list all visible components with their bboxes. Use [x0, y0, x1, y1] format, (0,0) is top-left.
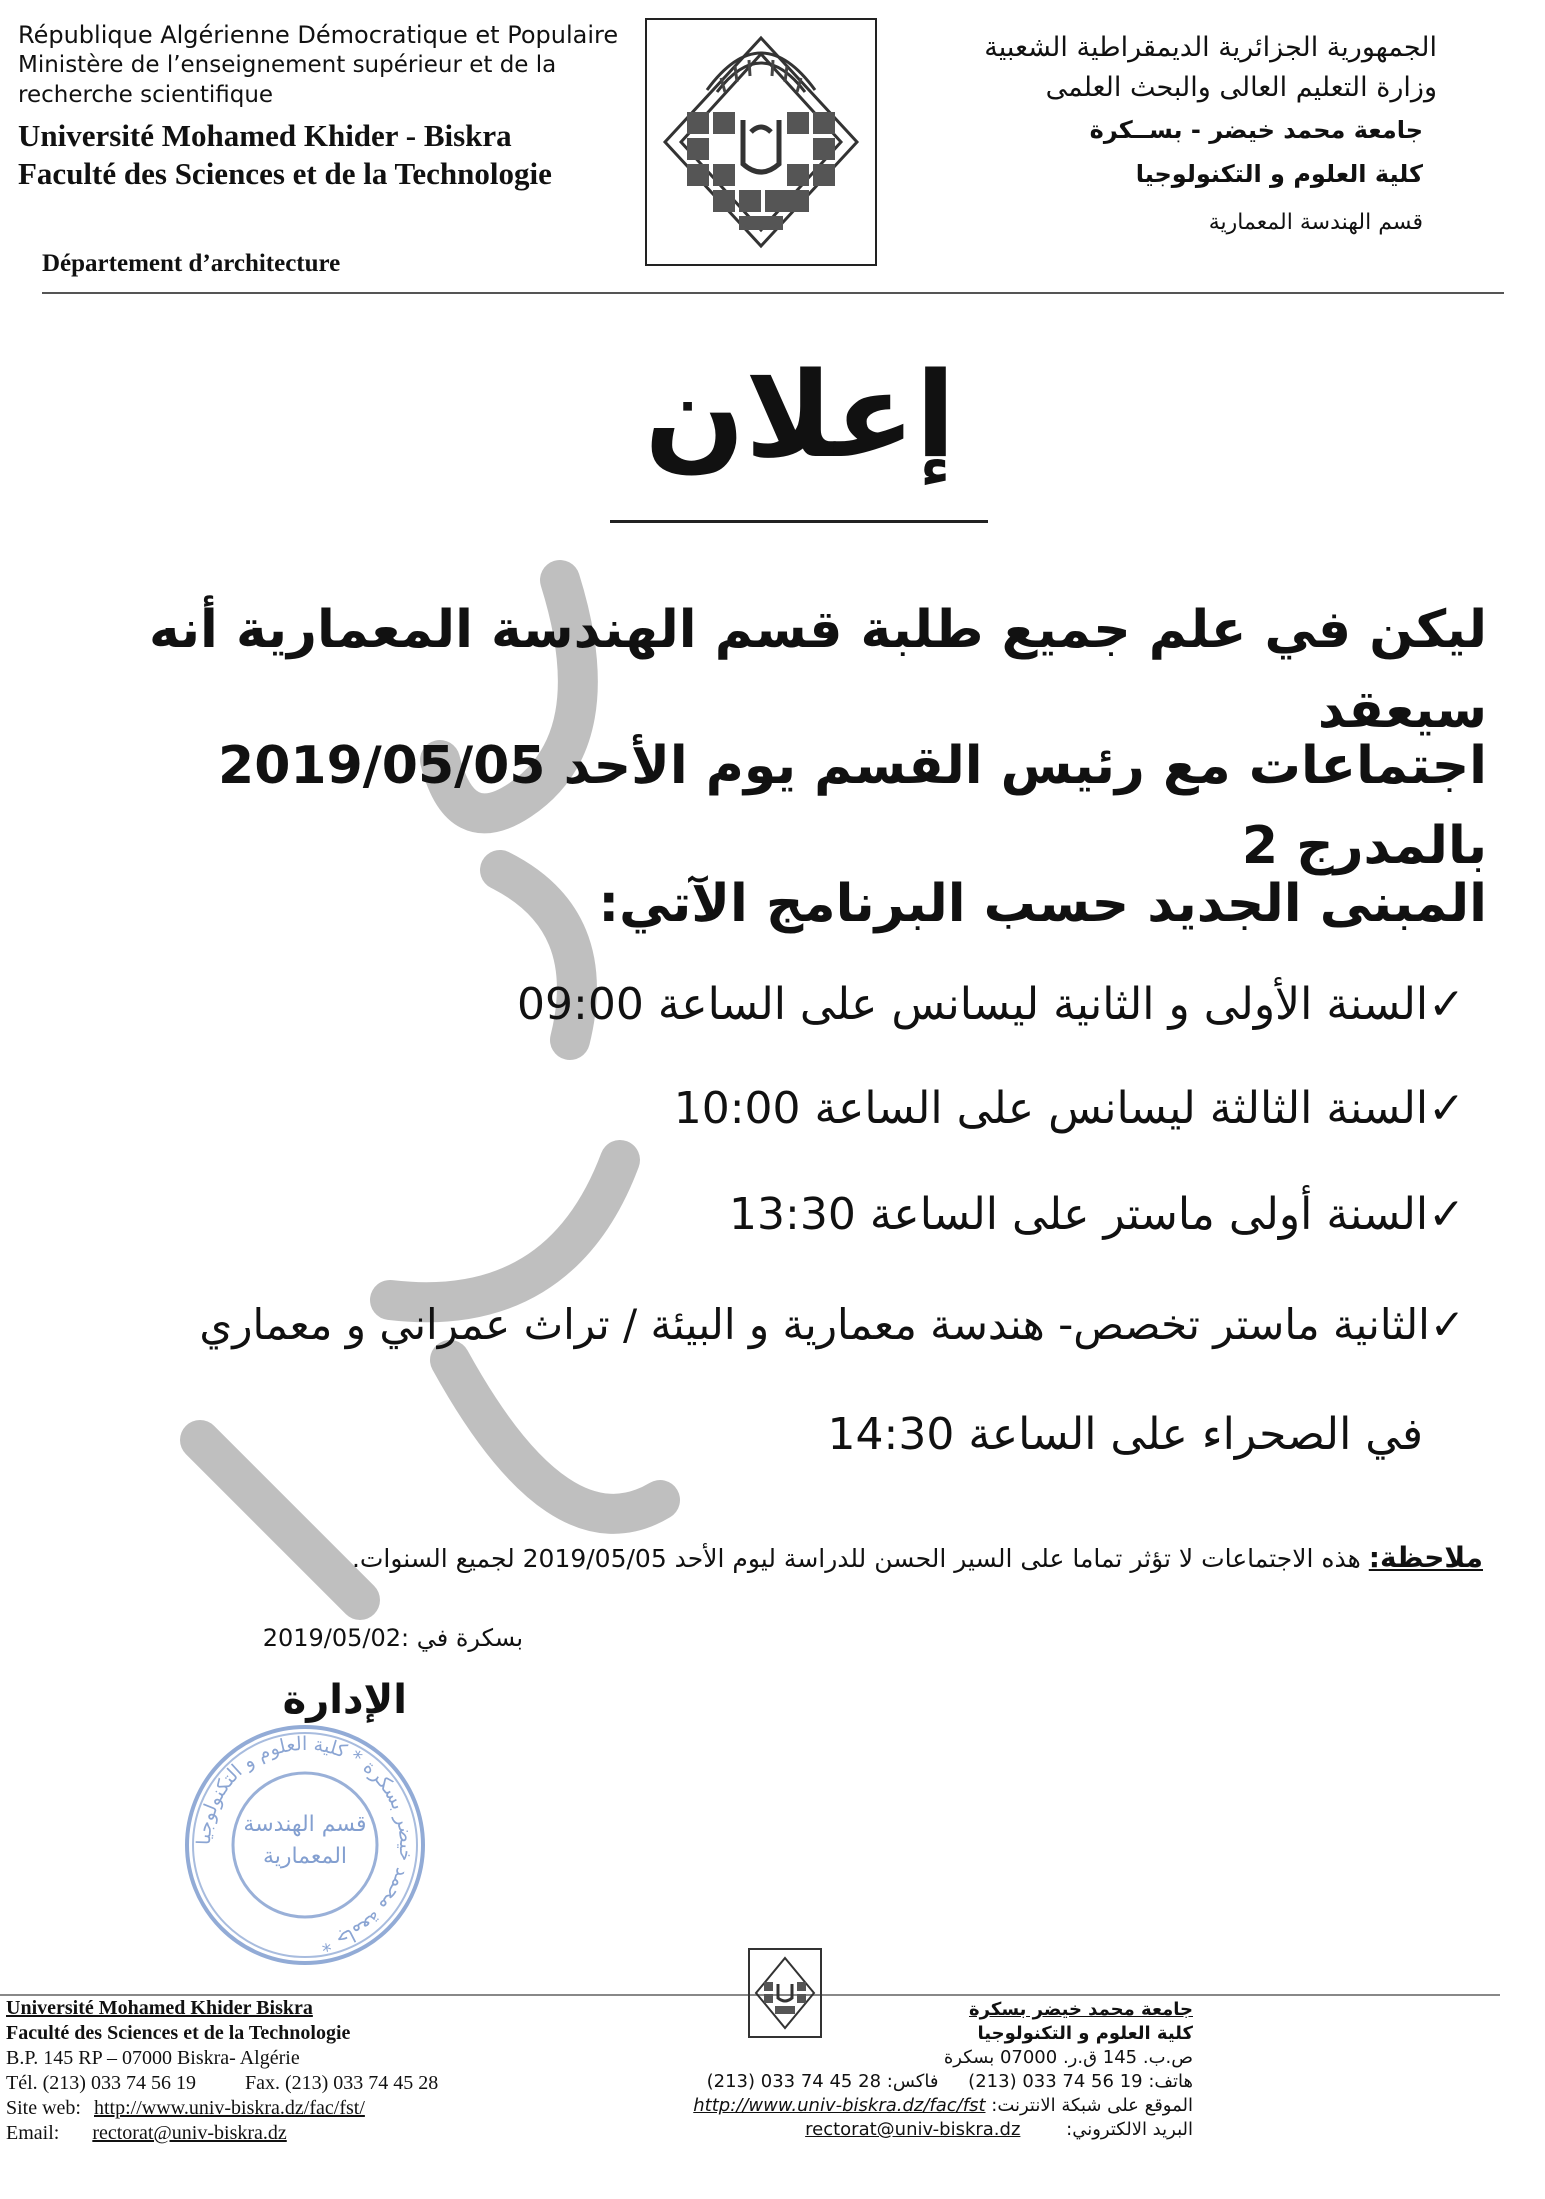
- footer-fr-web-link[interactable]: http://www.univ-biskra.dz/fac/fst/: [94, 2097, 365, 2119]
- header-fr-block: [18, 20, 638, 110]
- footer-fr-phone-row: [6, 2071, 566, 2096]
- check-icon: ✓: [1429, 1300, 1465, 1349]
- footer-fr-email-label: Email:: [6, 2122, 60, 2144]
- header-ar-ministry: وزارة التعليم العالى والبحث العلمى: [1045, 72, 1437, 103]
- footer-ar-email-link[interactable]: rectorat@univ-biskra.dz: [805, 2119, 1021, 2140]
- schedule-item-text: السنة أولى ماستر على الساعة 13:30: [729, 1189, 1429, 1240]
- schedule-item-text: الثانية ماستر تخصص- هندسة معمارية و البيئة / تراث عمراني و معماري: [199, 1300, 1430, 1349]
- announcement-title: [600, 340, 1000, 490]
- header-fr-research: recherche scientifique: [18, 82, 274, 108]
- stamp-center-line-1: قسم الهندسة: [243, 1812, 367, 1837]
- schedule-item-text: السنة الثالثة ليسانس على الساعة 10:00: [673, 1083, 1429, 1134]
- header-ar-republic: الجمهورية الجزائرية الديمقراطية الشعبية: [984, 32, 1437, 63]
- header-divider: [42, 292, 1504, 294]
- note: [23, 1538, 1483, 1579]
- footer-ar-address: ص.ب. 145 ق.ر. 07000 بسكرة: [943, 2047, 1193, 2068]
- footer-fr-address: B.P. 145 RP – 07000 Biskra- Algérie: [6, 2047, 300, 2069]
- footer-ar-email-row: [633, 2118, 1193, 2142]
- place-date: بسكرة في :2019/05/02: [262, 1624, 523, 1652]
- header-ar-university: جامعة محمد خيضر - بســكرة: [1089, 116, 1423, 144]
- header-ar-department: قسم الهندسة المعمارية: [1208, 210, 1423, 235]
- header-fr-republic: République Algérienne Démocratique et Populaire: [18, 21, 619, 49]
- schedule-item-4-continued: في الصحراء على الساعة 14:30: [827, 1409, 1423, 1460]
- footer-ar-phone-row: [633, 2070, 1193, 2094]
- footer-ar-fax: فاكس: 28 45 74 033 (213): [706, 2071, 939, 2092]
- university-logo-icon: [647, 20, 875, 264]
- footer-ar-email-label: البريد الالكتروني:: [1066, 2119, 1193, 2140]
- signature-administration: الإدارة: [282, 1677, 407, 1723]
- schedule-item-text: السنة الأولى و الثانية ليسانس على الساعة 09:00: [517, 979, 1429, 1030]
- note-label: ملاحظة:: [1368, 1541, 1483, 1574]
- schedule-item-2: [65, 1074, 1465, 1144]
- header-ar-faculty: كلية العلوم و التكنولوجيا: [1135, 160, 1423, 188]
- announcement-title-text: إعلان: [644, 346, 956, 484]
- footer-fr-email-link[interactable]: rectorat@univ-biskra.dz: [92, 2122, 287, 2144]
- footer-fr-fax: Fax. (213) 033 74 45 28: [244, 2072, 439, 2094]
- svg-text:جامعة محمد خيضر بسكرة * كلية ا: جامعة محمد خيضر بسكرة * كلية العلوم و التكنولوجيا *: [192, 1732, 418, 1956]
- footer-fr-email-row: [6, 2121, 566, 2146]
- schedule-item-1: [65, 970, 1465, 1040]
- stamp-center-line-2: المعمارية: [262, 1844, 348, 1869]
- note-text: هذه الاجتماعات لا تؤثر تماما على السير الحسن للدراسة ليوم الأحد 2019/05/05 لجميع السنوات.: [351, 1544, 1361, 1573]
- footer-ar-block: [633, 1998, 1193, 2142]
- check-icon: ✓: [1428, 1083, 1465, 1134]
- body-line-1: ليكن في علم جميع طلبة قسم الهندسة المعمارية أنه سيعقد: [148, 600, 1487, 740]
- check-icon: ✓: [1428, 1189, 1465, 1240]
- footer-ar-tel: هاتف: 19 56 74 033 (213): [968, 2071, 1193, 2092]
- footer-fr-web-label: Site web:: [6, 2097, 81, 2119]
- body-line-3: المبنى الجديد حسب البرنامج الآتي:: [598, 874, 1487, 934]
- header-fr-department: Département d’architecture: [42, 250, 341, 277]
- university-logo: [645, 18, 877, 266]
- footer-fr-tel: Tél. (213) 033 74 56 19: [6, 2072, 196, 2094]
- footer-ar-university: جامعة محمد خيضر بسكرة: [969, 1999, 1193, 2020]
- footer-ar-web-link[interactable]: http://www.univ-biskra.dz/fac/fst: [693, 2095, 986, 2116]
- body-line-2: اجتماعات مع رئيس القسم يوم الأحد 2019/05/05 بالمدرج 2: [218, 736, 1487, 876]
- official-stamp: [180, 1720, 430, 1970]
- title-underline: [610, 520, 988, 523]
- footer-ar-faculty: كلية العلوم و التكنولوجيا: [977, 2023, 1193, 2044]
- footer-fr-faculty: Faculté des Sciences et de la Technologie: [6, 2022, 351, 2044]
- footer-fr-web-row: [6, 2096, 566, 2121]
- footer-fr-university: Université Mohamed Khider Biskra: [6, 1997, 313, 2019]
- footer-ar-web-row: [633, 2094, 1193, 2118]
- header-fr-university: Université Mohamed Khider - Biskra: [18, 118, 512, 153]
- header-fr-ministry: Ministère de l’enseignement supérieur et de la: [18, 52, 557, 78]
- header-ar-block: [877, 28, 1437, 108]
- header-fr-faculty: Faculté des Sciences et de la Technologie: [18, 156, 552, 191]
- footer-ar-web-label: الموقع على شبكة الانترنت:: [991, 2095, 1193, 2116]
- schedule-item-4: [0, 1290, 1465, 1360]
- schedule-item-3: [65, 1180, 1465, 1250]
- footer-fr-block: [6, 1996, 566, 2146]
- check-icon: ✓: [1428, 979, 1465, 1030]
